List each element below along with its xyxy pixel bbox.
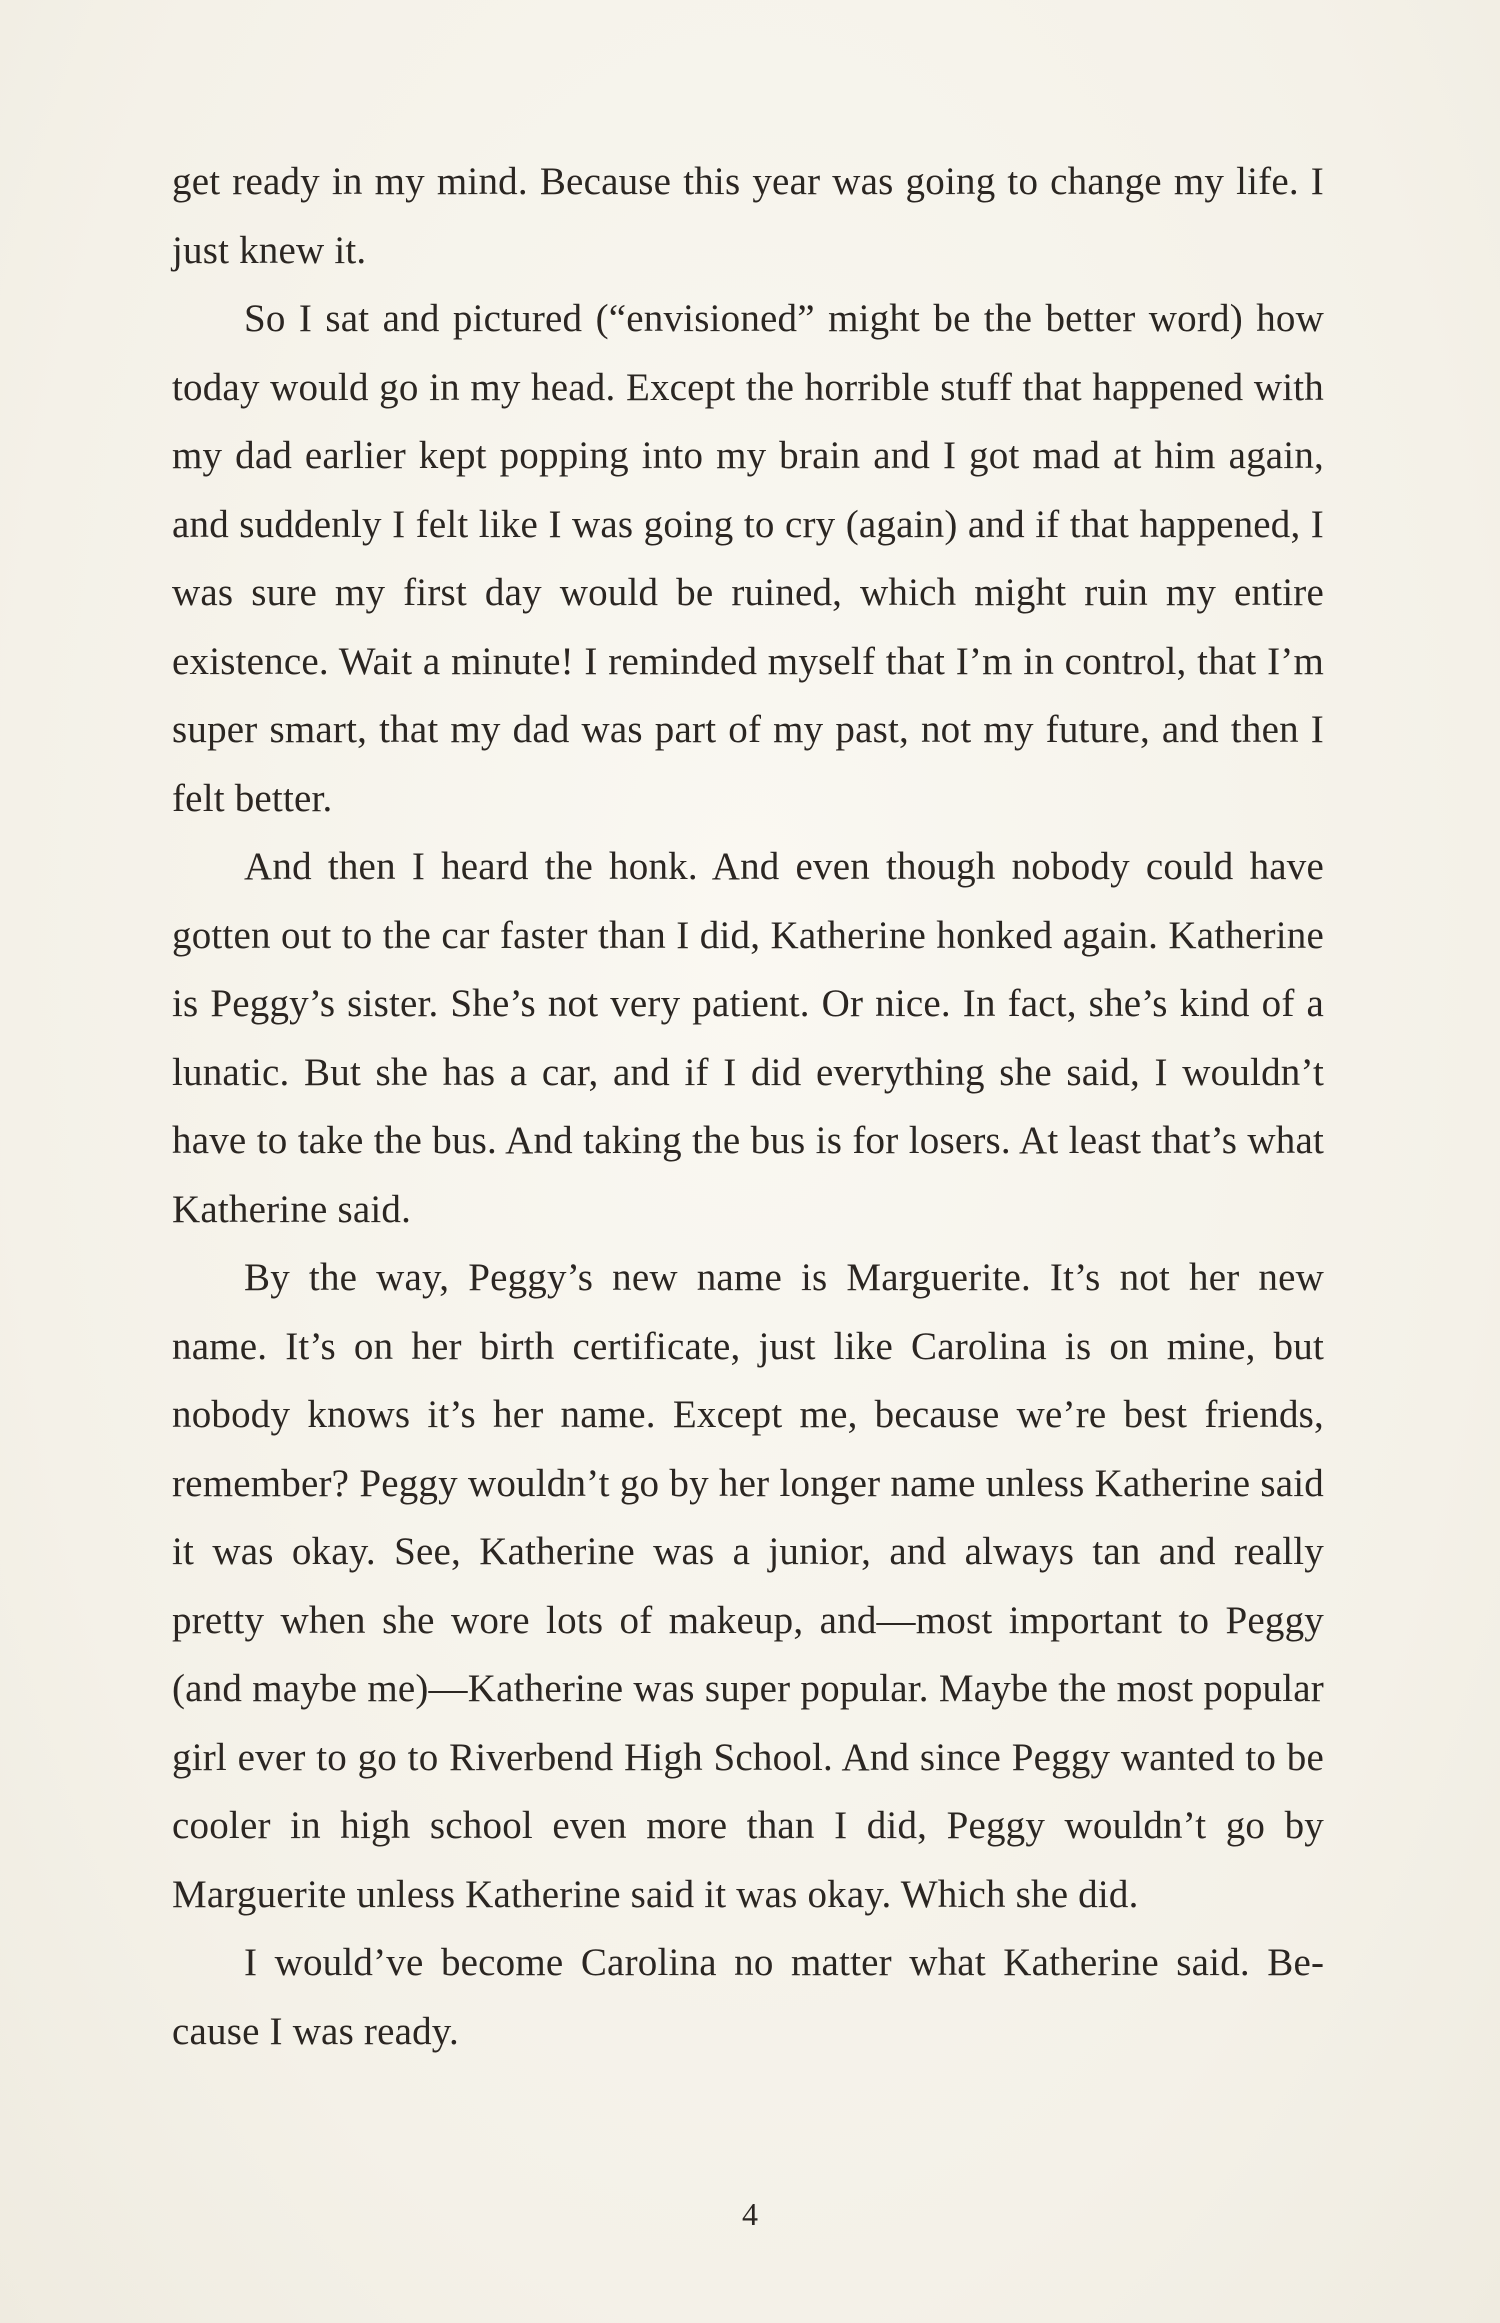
- paragraph-1: get ready in my mind. Because this year was going to change my life. I just knew it.: [172, 160, 1324, 272]
- body-text: [172, 148, 1324, 2066]
- paragraph-4: By the way, Peggy’s new name is Marguerite. It’s not her new name. It’s on her birth certificate, just like Carolina is on mine, but nobody knows it’s her name. Except me, because we’re best friends, remember? Peggy wouldn’t go by her longer name unless Katherine said it was okay. See, Katherine was a junior, and always tan and really pretty when she wore lots of makeup, and—most important to Peggy (and maybe me)—Katherine was super popular. Maybe the most popular girl ever to go to Riverbend High School. And since Peggy wanted to be cooler in high school even more than I did, Peggy wouldn’t go by Marguerite unless Katherine said it was okay. Which she did.: [172, 1256, 1324, 1916]
- paragraph-2: So I sat and pictured (“envisioned” might be the better word) how today would go in my head. Except the horrible stuff that happened with my dad earlier kept popping into my brain and I got mad at him again, and suddenly I felt like I was going to cry (again) and if that happened, I was sure my first day would be ruined, which might ruin my entire existence. Wait a minute! I reminded myself that I’m in control, that I’m super smart, that my dad was part of my past, not my future, and then I felt better.: [172, 297, 1324, 820]
- page-number: 4: [742, 2196, 758, 2232]
- paragraph-5: I would’ve become Carolina no matter what Katherine said. Because I was ready.: [172, 1941, 1324, 2053]
- paragraph-3: And then I heard the honk. And even though nobody could have gotten out to the car faster than I did, Katherine honked again. Katherine is Peggy’s sister. She’s not very patient. Or nice. In fact, she’s kind of a lunatic. But she has a car, and if I did everything she said, I wouldn’t have to take the bus. And taking the bus is for losers. At least that’s what Katherine said.: [172, 845, 1324, 1231]
